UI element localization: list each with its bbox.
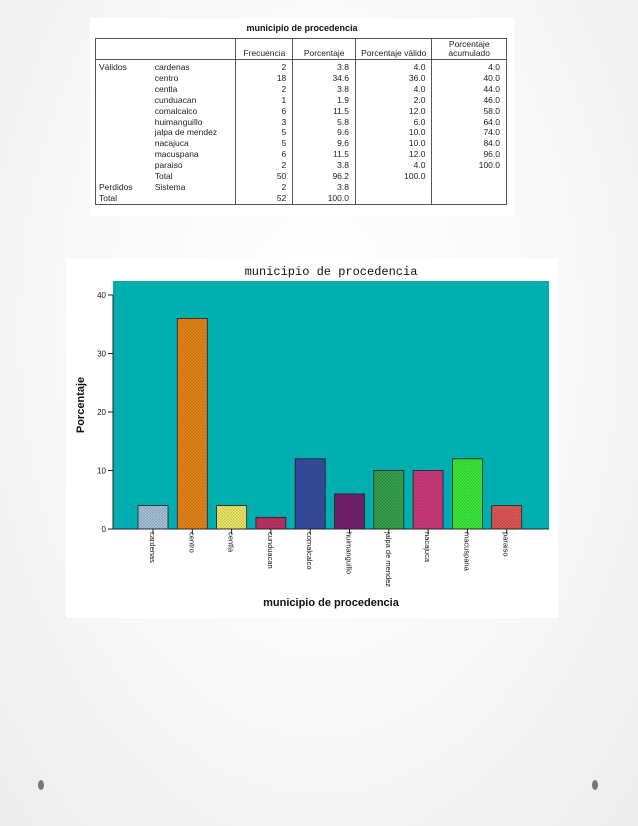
cell-porcentaje-valido: 4.0	[355, 84, 431, 95]
row-group	[96, 149, 152, 160]
cell-porcentaje: 3.8	[293, 84, 356, 95]
row-label: paraiso	[154, 160, 183, 171]
bar-texture	[138, 506, 168, 529]
cell-porcentaje-valido: 100.0	[355, 171, 431, 182]
cell-porcentaje: 11.5	[293, 106, 356, 117]
cell-frecuencia: 1	[236, 95, 293, 106]
header-label	[152, 39, 236, 60]
row-label	[152, 193, 236, 204]
table-row	[96, 182, 507, 193]
row-label: comalcalco	[154, 105, 198, 116]
cell-frecuencia: 6	[236, 106, 293, 117]
cell-porcentaje-acumulado: 100.0	[432, 160, 507, 171]
bar-chart	[66, 258, 558, 618]
x-tick-label: macuspana	[462, 532, 472, 571]
cell-porcentaje-acumulado	[432, 193, 507, 204]
row-group	[96, 160, 152, 171]
row-group	[96, 73, 152, 84]
y-tick-label: 30	[97, 349, 106, 359]
table-row	[96, 84, 507, 95]
y-axis	[97, 291, 113, 534]
row-label: macuspana	[154, 149, 199, 160]
x-tick-label: comalcalco	[305, 532, 315, 570]
y-tick-label: 0	[101, 525, 106, 534]
cell-porcentaje-acumulado: 84.0	[432, 138, 507, 149]
cell-frecuencia: 2	[236, 182, 293, 193]
cell-porcentaje-acumulado: 40.0	[432, 73, 507, 84]
cell-porcentaje-valido: 4.0	[355, 160, 431, 171]
table-row	[96, 106, 507, 117]
cell-porcentaje-valido	[355, 182, 431, 193]
x-tick-label: centro	[187, 532, 197, 553]
row-label: cardenas	[154, 62, 190, 72]
bar-texture	[492, 506, 522, 529]
cell-porcentaje-acumulado: 74.0	[432, 127, 507, 138]
bar-chart-panel	[66, 258, 558, 618]
x-tick-label: cardenas	[148, 532, 157, 563]
cell-porcentaje-acumulado: 4.0	[432, 60, 507, 73]
cell-porcentaje: 34.6	[293, 73, 356, 84]
bar-texture	[413, 471, 443, 530]
x-tick-label: jalpa de mendez	[383, 532, 393, 588]
cell-porcentaje-valido: 36.0	[355, 73, 431, 84]
bar-texture	[295, 459, 325, 529]
frequency-table	[95, 38, 507, 205]
y-tick-label: 10	[97, 466, 106, 476]
cell-porcentaje: 5.8	[293, 117, 356, 128]
row-label: Sistema	[154, 181, 186, 192]
chart-title: municipio de procedencia	[244, 265, 418, 279]
row-group	[96, 171, 152, 182]
cell-porcentaje: 9.6	[293, 127, 356, 138]
row-label: jalpa de mendez	[154, 127, 218, 138]
table-row	[96, 73, 507, 84]
cell-porcentaje-valido: 10.0	[355, 138, 431, 149]
cell-frecuencia: 18	[236, 73, 293, 84]
cell-porcentaje: 100.0	[293, 193, 356, 204]
bar-texture	[177, 318, 207, 529]
row-group	[96, 117, 152, 128]
cell-frecuencia: 2	[236, 84, 293, 95]
cell-porcentaje-valido: 4.0	[355, 60, 431, 73]
y-axis-label: Porcentaje	[75, 376, 87, 434]
cell-porcentaje-valido	[355, 193, 431, 204]
table-row	[96, 117, 507, 128]
cell-frecuencia: 52	[236, 193, 293, 204]
cell-frecuencia: 5	[236, 138, 293, 149]
x-axis	[113, 529, 549, 587]
row-label: huimanguillo	[154, 116, 203, 127]
x-tick-label: centla	[226, 532, 236, 553]
x-tick-label: huimanguillo	[344, 532, 354, 575]
x-tick-label: nacajuca	[423, 532, 433, 563]
header-porcentaje: Porcentaje	[293, 39, 356, 60]
row-group	[96, 106, 152, 117]
cell-porcentaje: 3.8	[293, 182, 356, 193]
cell-porcentaje-acumulado: 44.0	[432, 84, 507, 95]
row-label: centro	[154, 72, 179, 83]
frequency-table-panel	[90, 18, 514, 216]
bar-texture	[217, 506, 247, 529]
row-group: Perdidos	[96, 182, 152, 193]
cell-frecuencia: 6	[236, 149, 293, 160]
cell-porcentaje: 9.6	[293, 138, 356, 149]
table-row	[96, 149, 507, 160]
cell-porcentaje: 1.9	[293, 95, 356, 106]
cell-frecuencia: 3	[236, 117, 293, 128]
cell-porcentaje-valido: 10.0	[355, 127, 431, 138]
table-row	[96, 171, 507, 182]
table-row	[96, 138, 507, 149]
row-label: nacajuca	[154, 138, 189, 149]
bar-texture	[335, 494, 365, 529]
cell-porcentaje-valido: 6.0	[355, 117, 431, 128]
table-row	[96, 60, 507, 73]
header-porcentaje-acumulado: Porcentaje acumulado	[432, 39, 507, 60]
cell-porcentaje-valido: 12.0	[355, 106, 431, 117]
bar-texture	[452, 459, 482, 529]
y-tick-label: 40	[97, 291, 106, 300]
cell-porcentaje-acumulado: 96.0	[432, 149, 507, 160]
cell-porcentaje: 3.8	[293, 160, 356, 171]
row-group	[96, 84, 152, 95]
row-label: cunduacan	[154, 94, 197, 105]
x-tick-label: cunduacan	[265, 532, 275, 569]
cell-frecuencia: 5	[236, 127, 293, 138]
cell-porcentaje-acumulado: 46.0	[432, 95, 507, 106]
bar-texture	[256, 517, 286, 529]
cell-porcentaje: 3.8	[293, 60, 356, 73]
x-axis-label: municipio de procedencia	[263, 597, 399, 609]
cell-frecuencia: 2	[236, 160, 293, 171]
row-group	[96, 138, 152, 149]
cell-porcentaje-acumulado: 58.0	[432, 106, 507, 117]
table-row	[96, 127, 507, 138]
bar-texture	[374, 471, 404, 530]
header-group	[96, 39, 152, 60]
row-group	[96, 95, 152, 106]
row-group: Total	[96, 193, 152, 204]
header-frecuencia: Frecuencia	[236, 39, 293, 60]
page-dot-left	[38, 780, 44, 790]
row-label: Total	[154, 171, 173, 182]
cell-porcentaje-valido: 12.0	[355, 149, 431, 160]
cell-frecuencia: 50	[236, 171, 293, 182]
cell-porcentaje-valido: 2.0	[355, 95, 431, 106]
row-group: Válidos	[96, 60, 152, 73]
table-header-row	[96, 39, 507, 60]
table-title: municipio de procedencia	[246, 23, 358, 33]
cell-porcentaje: 96.2	[293, 171, 356, 182]
table-row	[96, 95, 507, 106]
row-label: centla	[154, 83, 178, 94]
page-dot-right	[592, 780, 598, 790]
header-porcentaje-valido: Porcentaje válido	[355, 39, 431, 60]
cell-porcentaje: 11.5	[293, 149, 356, 160]
x-tick-label: paraiso	[501, 532, 511, 557]
cell-porcentaje-acumulado	[432, 171, 507, 182]
table-row	[96, 160, 507, 171]
row-group	[96, 127, 152, 138]
cell-frecuencia: 2	[236, 60, 293, 73]
y-tick-label: 20	[97, 408, 106, 417]
cell-porcentaje-acumulado: 64.0	[432, 117, 507, 128]
cell-porcentaje-acumulado	[432, 182, 507, 193]
table-row	[96, 193, 507, 204]
